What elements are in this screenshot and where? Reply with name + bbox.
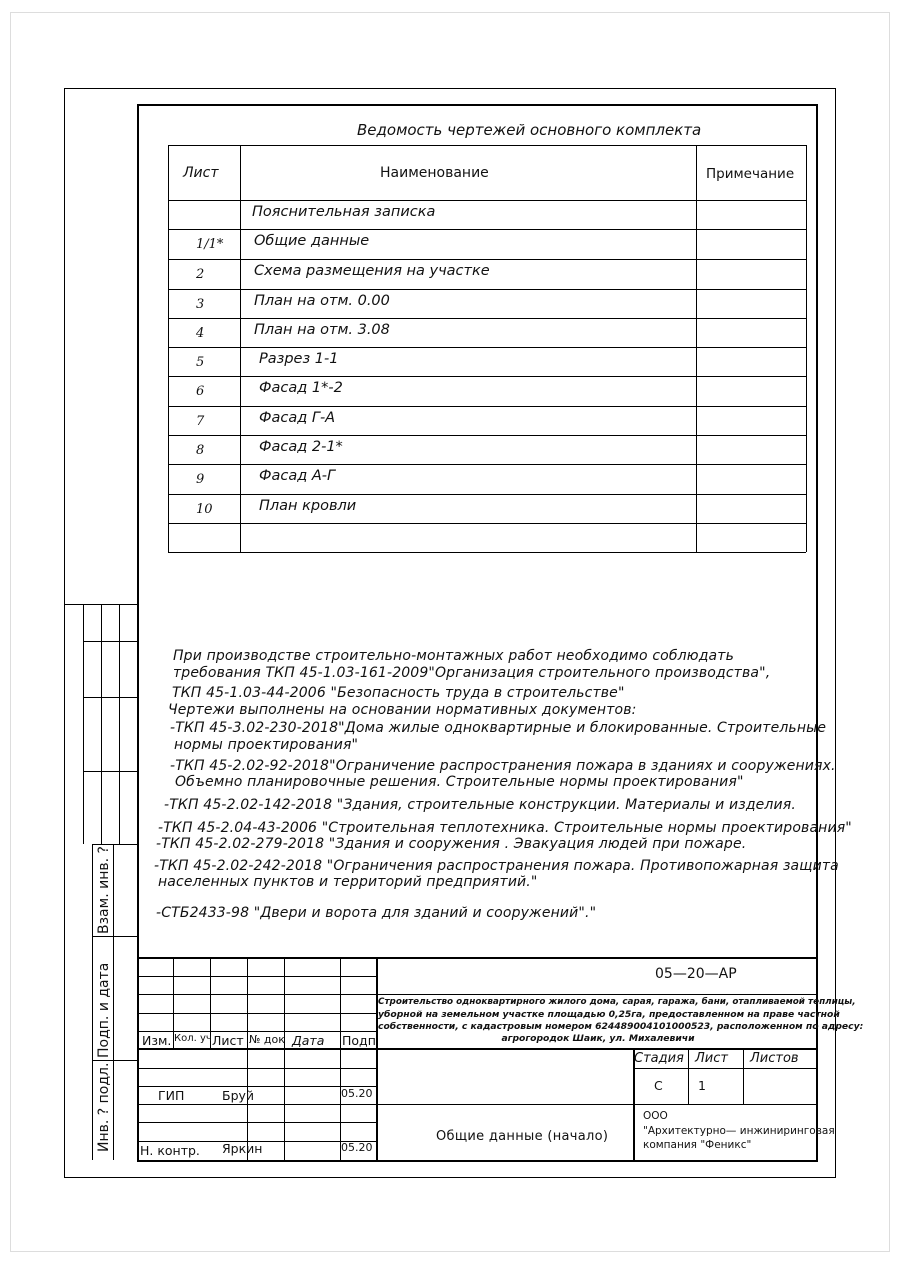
table-row-name: План на отм. 0.00 <box>254 292 390 309</box>
table-row-name: Разрез 1-1 <box>259 350 339 367</box>
stamp-col-header: № док <box>249 1033 285 1046</box>
table-rule <box>240 145 241 552</box>
table-rule <box>168 376 806 377</box>
stamp-col-header: Изм. <box>142 1033 172 1048</box>
table-rule <box>168 289 806 290</box>
stamp-col-header: Дата <box>292 1033 325 1048</box>
table-row-name: Фасад 2-1* <box>259 438 343 455</box>
table-row-sheet: 5 <box>196 354 205 370</box>
note-line: -ТКП 45-2.04-43-2006 "Строительная теплотехника. Строительные нормы проектирования" <box>158 820 852 836</box>
note-line: требования ТКП 45-1.03-161-2009"Организация строительного производства", <box>173 665 771 681</box>
podp-data-label: Подп. и дата <box>96 962 112 1058</box>
gip-name: Бруй <box>222 1088 255 1103</box>
note-line: -СТБ2433-98 "Двери и ворота для зданий и сооружений"." <box>156 905 597 921</box>
table-rule <box>168 229 806 230</box>
table-row-name: Пояснительная записка <box>252 203 436 220</box>
table-row-sheet: 7 <box>196 413 205 429</box>
table-rule <box>168 406 806 407</box>
table-rule <box>806 145 807 552</box>
table-row-name: Общие данные <box>254 233 370 249</box>
table-row-sheet: 3 <box>196 296 205 312</box>
nk-date: 05.20 <box>341 1141 373 1154</box>
gip-role: ГИП <box>158 1088 185 1103</box>
note-line: Чертежи выполнены на основании нормативных документов: <box>168 702 637 718</box>
gip-date: 05.20 <box>341 1087 373 1100</box>
table-rule <box>168 318 806 319</box>
sheet-value: 1 <box>698 1078 706 1093</box>
stage-label: Стадия <box>634 1051 684 1066</box>
table-rule <box>168 200 806 201</box>
note-line: Объемно планировочные решения. Строительные нормы проектирования" <box>175 774 744 790</box>
nk-role: Н. контр. <box>140 1143 200 1158</box>
document-title: Ведомость чертежей основного комплекта <box>357 121 702 139</box>
table-rule <box>168 435 806 436</box>
stamp-col-header: Подп <box>342 1033 376 1048</box>
table-row-name: Фасад 1*-2 <box>259 380 343 396</box>
sheets-label: Листов <box>750 1051 799 1066</box>
company-line-1: ООО <box>643 1110 668 1122</box>
header-name: Наименование <box>380 165 489 181</box>
table-row-name: План на отм. 3.08 <box>254 321 390 338</box>
table-rule <box>168 552 806 553</box>
table-row-sheet: 2 <box>196 267 205 282</box>
note-line: При производстве строительно-монтажных работ необходимо соблюдать <box>173 648 734 664</box>
sheet-title: Общие данные (начало) <box>436 1129 609 1144</box>
note-line: -ТКП 45-3.02-230-2018"Дома жилые одноквартирные и блокированные. Строительные <box>170 720 827 736</box>
table-row-sheet: 8 <box>196 442 205 458</box>
table-rule <box>168 145 169 552</box>
table-row-name: Схема размещения на участке <box>254 263 490 279</box>
table-row-name: Фасад Г-А <box>259 409 336 426</box>
table-rule <box>168 523 806 524</box>
note-line: -ТКП 45-2.02-279-2018 "Здания и сооружения . Эвакуация людей при пожаре. <box>156 836 747 852</box>
table-rule <box>168 494 806 495</box>
note-line: -ТКП 45-2.02-142-2018 "Здания, строительные конструкции. Материалы и изделия. <box>164 797 796 813</box>
table-rule <box>168 259 806 260</box>
note-line: ТКП 45-1.03-44-2006 "Безопасность труда в строительстве" <box>172 685 625 701</box>
project-line: агрогородок Шаик, ул. Михалевичи <box>501 1033 695 1044</box>
table-row-sheet: 10 <box>196 501 213 517</box>
table-rule <box>696 145 697 552</box>
project-line: Строительство одноквартирного жилого дома, сарая, гаража, бани, отапливаемой теплицы, <box>378 997 856 1007</box>
note-line: -ТКП 45-2.02-92-2018"Ограничение распространения пожара в зданиях и сооружениях. <box>170 758 836 774</box>
table-row-sheet: 6 <box>196 384 205 399</box>
inv-podl-label: Инв. ? подл. <box>96 1062 112 1152</box>
note-line: населенных пунктов и территорий предприятий." <box>158 874 538 890</box>
note-line: -ТКП 45-2.02-242-2018 "Ограничения распространения пожара. Противопожарная защита <box>154 858 839 874</box>
project-line: уборной на земельном участке площадью 0,25га, предоставленном на праве частной <box>378 1009 840 1020</box>
nk-name: Яркин <box>222 1141 263 1156</box>
vzam-inv-label: Взам. инв. ? <box>96 846 112 934</box>
note-line: нормы проектирования" <box>174 737 359 753</box>
table-rule <box>168 145 806 146</box>
stamp-col-header: Кол. уч <box>174 1033 212 1044</box>
table-rule <box>168 347 806 348</box>
company-line-2: "Архитектурно— инжиниринговая <box>643 1125 835 1137</box>
project-line: собственности, с кадастровым номером 624489004101000523, расположенном по адресу: <box>378 1021 864 1032</box>
header-note: Примечание <box>706 166 795 182</box>
table-row-sheet: 1/1* <box>196 237 224 252</box>
table-row-sheet: 4 <box>196 325 205 341</box>
stamp-col-header: Лист <box>212 1033 244 1048</box>
table-row-name: План кровли <box>259 497 357 514</box>
sheet-label: Лист <box>695 1051 728 1066</box>
stage-value: С <box>654 1078 663 1093</box>
company-line-3: компания "Феникс" <box>643 1139 752 1151</box>
document-code: 05—20—АР <box>655 966 737 982</box>
table-row-sheet: 9 <box>196 472 205 487</box>
table-rule <box>168 464 806 465</box>
table-row-name: Фасад А-Г <box>259 468 336 484</box>
header-sheet: Лист <box>183 165 219 181</box>
